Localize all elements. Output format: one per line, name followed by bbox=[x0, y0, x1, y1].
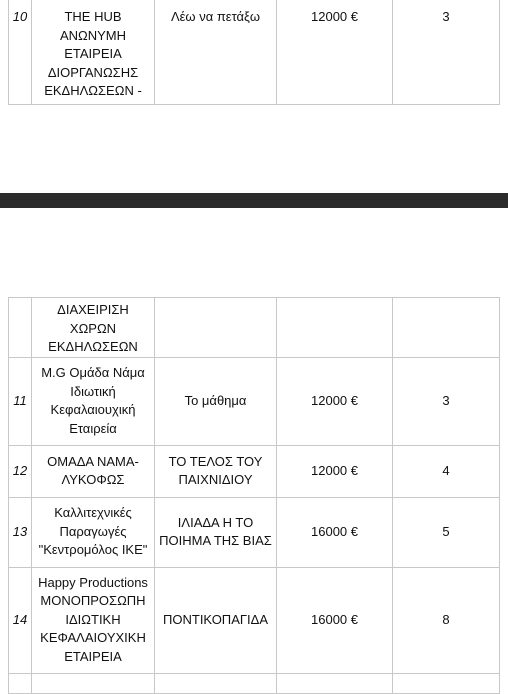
company-cell: THE HUB ΑΝΩΝΥΜΗ ΕΤΑΙΡΕΙΑ ΔΙΟΡΓΑΝΩΣΗΣ ΕΚΔΗΛΩΣΕΩΝ - bbox=[32, 0, 155, 105]
row-number: 14 bbox=[9, 567, 32, 673]
table-row bbox=[9, 0, 500, 105]
title-cell: ΠΟΝΤΙΚΟΠΑΓΙΔΑ bbox=[155, 567, 277, 673]
title-cell: Λέω να πετάξω bbox=[155, 0, 277, 105]
title-cell: ΤΟ ΤΕΛΟΣ ΤΟΥ ΠΑΙΧΝΙΔΙΟΥ bbox=[155, 445, 277, 497]
score-cell: 8 bbox=[393, 567, 500, 673]
table-row-cut bbox=[9, 673, 500, 693]
company-cell: Happy Productions ΜΟΝΟΠΡΟΣΩΠΗ ΙΔΙΩΤΙΚΗ ΚΕΦΑΛΑΙΟΥΧΙΚΗ ΕΤΑΙΡΕΙΑ bbox=[32, 567, 155, 673]
title-cell: ΙΛΙΑΔΑ Η ΤΟ ΠΟΙΗΜΑ ΤΗΣ ΒΙΑΣ bbox=[155, 497, 277, 567]
score-cell: 3 bbox=[393, 0, 500, 105]
amount-cell: 12000 € bbox=[277, 0, 393, 105]
row-number: 13 bbox=[9, 497, 32, 567]
table-row bbox=[9, 567, 500, 673]
company-cell: M.G Ομάδα Νάμα Ιδιωτική Κεφαλαιουχική Εταιρεία bbox=[32, 357, 155, 445]
table-top-fragment bbox=[8, 0, 500, 105]
row-number: 10 bbox=[9, 0, 32, 105]
company-cell: Καλλιτεχνικές Παραγωγές "Κεντρομόλος ΙΚΕ" bbox=[32, 497, 155, 567]
amount-cell: 16000 € bbox=[277, 497, 393, 567]
row-number: 11 bbox=[9, 357, 32, 445]
table-row-continued bbox=[9, 298, 500, 358]
row-number: 12 bbox=[9, 445, 32, 497]
score-cell: 3 bbox=[393, 357, 500, 445]
table-row bbox=[9, 497, 500, 567]
company-cell: ΟΜΑΔΑ ΝΑΜΑ-ΛΥΚΟΦΩΣ bbox=[32, 445, 155, 497]
table-row bbox=[9, 357, 500, 445]
company-cell: ΔΙΑΧΕΙΡΙΣΗ ΧΩΡΩΝ ΕΚΔΗΛΩΣΕΩΝ bbox=[32, 298, 155, 358]
title-cell: Το μάθημα bbox=[155, 357, 277, 445]
amount-cell: 12000 € bbox=[277, 445, 393, 497]
amount-cell: 16000 € bbox=[277, 567, 393, 673]
page-divider bbox=[0, 193, 508, 208]
amount-cell: 12000 € bbox=[277, 357, 393, 445]
score-cell: 4 bbox=[393, 445, 500, 497]
table-bottom-fragment bbox=[8, 297, 500, 694]
score-cell: 5 bbox=[393, 497, 500, 567]
table-row bbox=[9, 445, 500, 497]
